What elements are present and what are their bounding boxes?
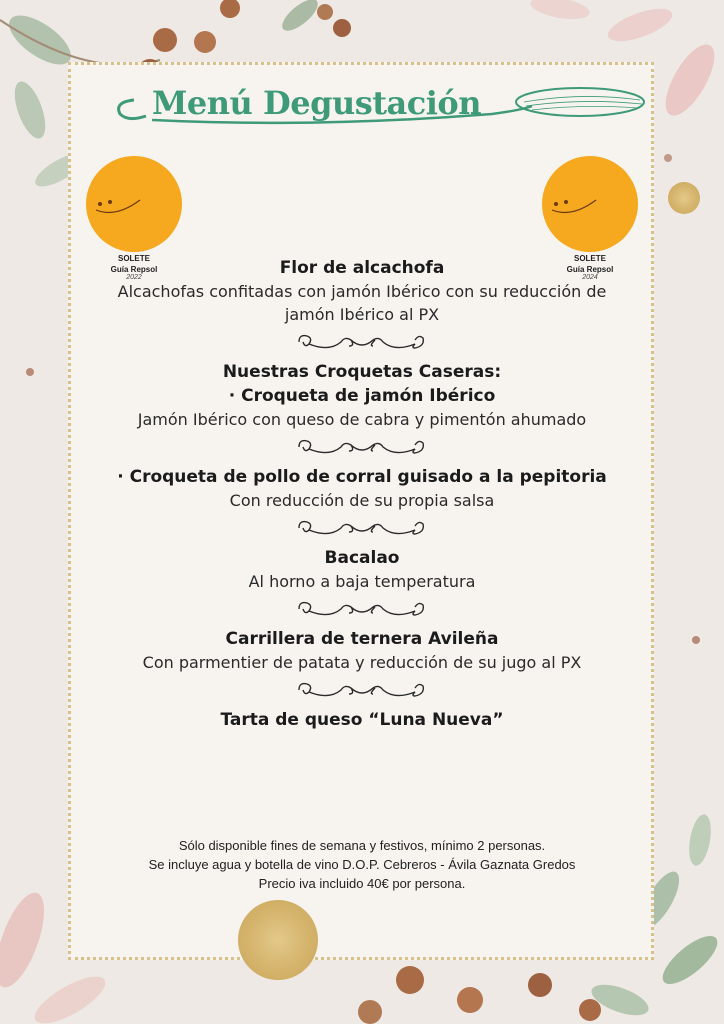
badge-label: SOLETE: [573, 254, 606, 263]
dish-item: [80, 360, 644, 431]
dish-item: [80, 256, 644, 326]
dish-description: Al horno a baja temperatura: [248, 572, 476, 591]
badge-label: SOLETE: [117, 254, 150, 263]
scroll-ornament-icon: [295, 332, 429, 352]
footer-availability: Sólo disponible fines de semana y festivos, mínimo 2 personas.: [178, 838, 546, 853]
menu-list: [80, 256, 644, 732]
dish-description: Jamón Ibérico con queso de cabra y pimentón ahumado: [137, 410, 587, 429]
dish-name: Flor de alcachofa: [279, 258, 445, 278]
gold-glitter-decoration: [668, 182, 700, 214]
dish-name: Nuestras Croquetas Caseras:: [222, 362, 502, 382]
scroll-ornament-icon: [295, 518, 429, 538]
badge-year: 2024: [582, 274, 598, 281]
footer-includes: Se incluye agua y botella de vino D.O.P. Cebreros - Ávila Gaznata Gredos: [148, 857, 576, 872]
menu-title-block: [112, 80, 652, 140]
badge-guide: Guía Repsol: [566, 265, 614, 274]
badge-guide: Guía Repsol: [110, 265, 158, 274]
dish-name: Carrillera de ternera Avileña: [225, 629, 499, 649]
page-title: Menú Degustación: [152, 84, 481, 122]
sun-face-icon: [542, 156, 638, 252]
footer-price: Precio iva incluido 40€ por persona.: [258, 876, 466, 891]
dish-item: [80, 465, 644, 512]
scroll-ornament-icon: [295, 437, 429, 457]
dish-item: [80, 708, 644, 732]
menu-footer: [80, 836, 644, 893]
gold-glitter-decoration: [238, 900, 318, 980]
dish-description: Con parmentier de patata y reducción de su jugo al PX: [142, 653, 582, 672]
badge-year: 2022: [126, 274, 142, 281]
dish-name: · Croqueta de pollo de corral guisado a la pepitoria: [117, 467, 607, 487]
dish-item: [80, 546, 644, 593]
dish-description: Alcachofas confitadas con jamón Ibérico con su reducción de jamón Ibérico al PX: [117, 282, 607, 324]
dish-item: [80, 627, 644, 674]
sun-face-icon: [86, 156, 182, 252]
scroll-ornament-icon: [295, 599, 429, 619]
scroll-ornament-icon: [295, 680, 429, 700]
dish-name: Bacalao: [324, 548, 400, 568]
dish-description: Con reducción de su propia salsa: [229, 491, 495, 510]
dish-name: Tarta de queso “Luna Nueva”: [220, 710, 504, 730]
dish-subname: · Croqueta de jamón Ibérico: [228, 386, 496, 406]
